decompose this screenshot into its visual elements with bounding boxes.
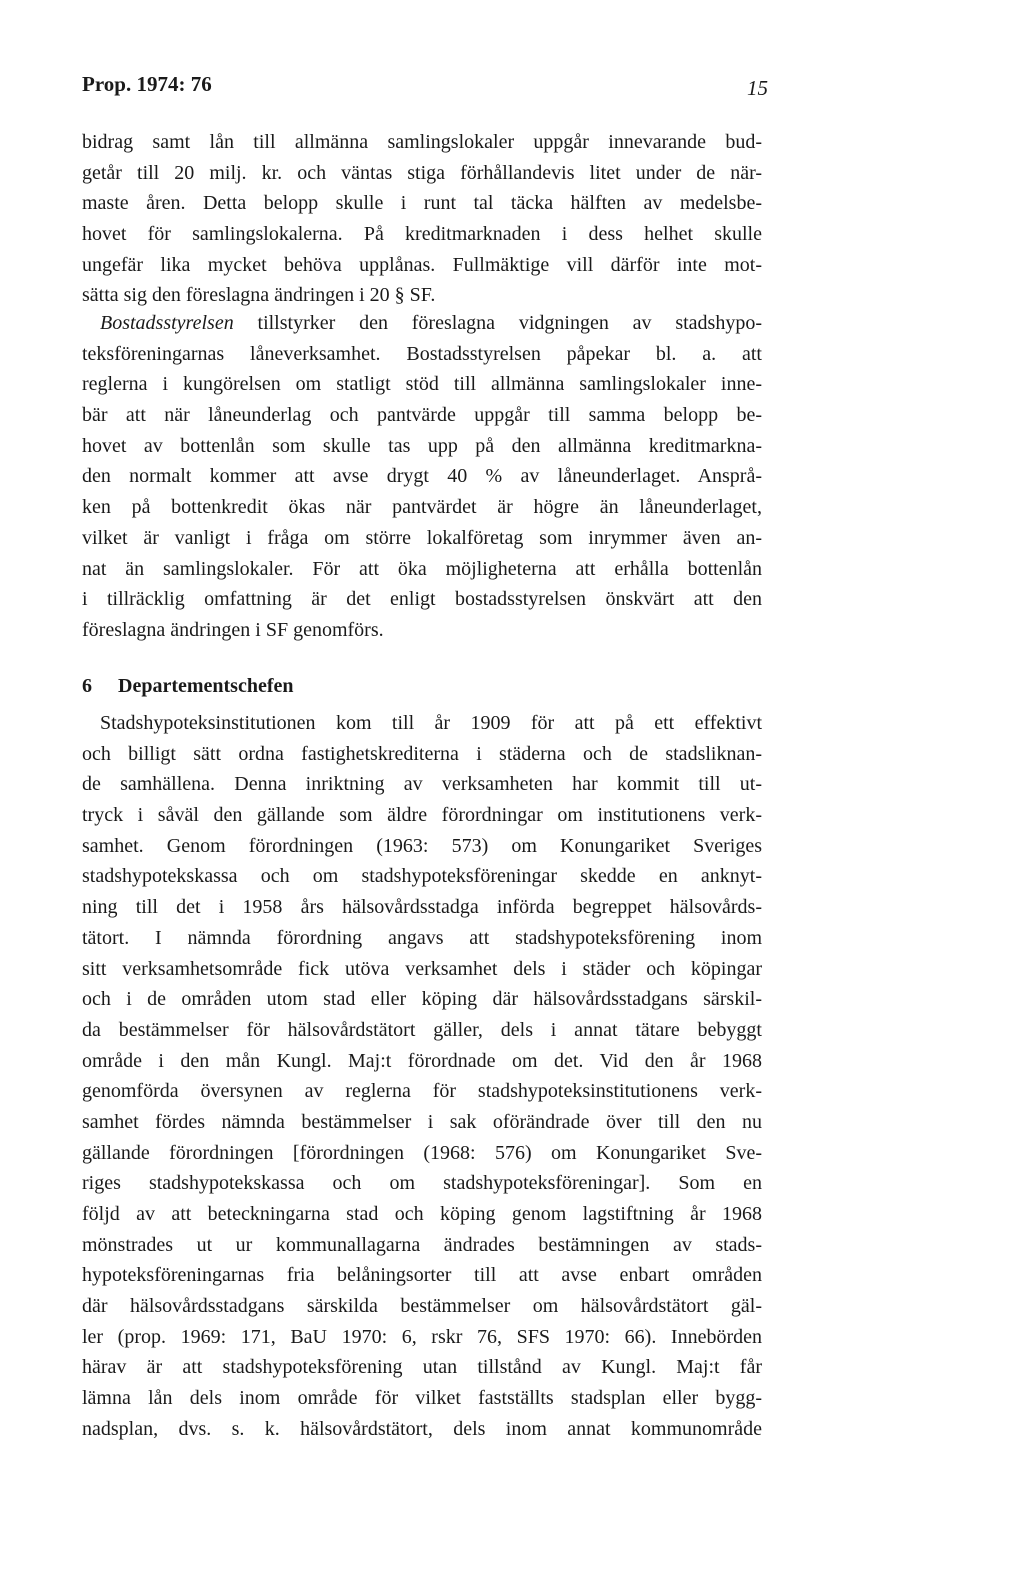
text-line: område i den mån Kungl. Maj:t förordnade om det. Vid den år 1968 — [82, 1049, 762, 1072]
text-line: nat än samlingslokaler. För att öka möjligheterna att erhålla bottenlån — [82, 557, 762, 580]
text-line: nadsplan, dvs. s. k. hälsovårdstätort, dels inom annat kommunområde — [82, 1417, 762, 1440]
text-line: tätort. I nämnda förordning angavs att stadshypoteksförening inom — [82, 926, 762, 949]
text-line: stadshypotekskassa och om stadshypoteksföreningar skedde en anknyt- — [82, 865, 762, 888]
text-line: den normalt kommer att avse drygt 40 % av låneunderlaget. Ansprå- — [82, 465, 762, 488]
text-line: getår till 20 milj. kr. och väntas stiga förhållandevis litet under de när- — [82, 161, 762, 184]
text-line: hovet av bottenlån som skulle tas upp på den allmänna kreditmarkna- — [82, 434, 762, 457]
text-line: sätta sig den föreslagna ändringen i 20 § SF. — [82, 284, 436, 307]
text-line: mönstrades ut ur kommunallagarna ändrades bestämningen av stads- — [82, 1233, 762, 1256]
publication-reference: Prop. 1974: 76 — [82, 72, 212, 96]
text-line: och billigt sätt ordna fastighetskrediterna i städerna och de stadsliknan- — [82, 742, 762, 765]
text-line: tryck i såväl den gällande som äldre förordningar om institutionens verk- — [82, 804, 762, 827]
paragraph-fullmaktige — [82, 127, 762, 311]
text-line: i tillräcklig omfattning är det enligt bostadsstyrelsen önskvärt att den — [82, 588, 762, 611]
text-line: gällande förordningen [förordningen (1968: 576) om Konungariket Sve- — [82, 1141, 762, 1164]
text-line: bidrag samt lån till allmänna samlingslokaler uppgår innevarande bud- — [82, 131, 762, 153]
page-header — [82, 72, 768, 106]
text-line: där hälsovårdsstadgans särskilda bestämmelser om hälsovårdstätort gäl- — [82, 1295, 762, 1318]
text-line: vilket är vanligt i fråga om större lokalföretag som inrymmer även an- — [82, 526, 762, 549]
text-line: hovet för samlingslokalerna. På kreditmarknaden i dess helhet skulle — [82, 223, 762, 246]
text-line-first: Stadshypoteksinstitutionen kom till år 1909 för att på ett effektivt — [100, 712, 762, 734]
section-title: Departementschefen — [118, 675, 294, 697]
text-line: teksföreningarnas låneverksamhet. Bostadsstyrelsen påpekar bl. a. att — [82, 342, 762, 365]
text-line: följd av att beteckningarna stad och köping genom lagstiftning år 1968 — [82, 1203, 762, 1225]
text-line: ken på bottenkredit ökas när pantvärdet är högre än låneunderlaget, — [82, 496, 762, 519]
paragraph-departementschefen — [82, 708, 762, 1445]
text-fragment: tillstyrker den föreslagna vidgningen av stadshypo- — [233, 312, 762, 334]
text-line: genomförda översynen av reglerna för stadshypoteksinstitutionens verk- — [82, 1080, 762, 1103]
paragraph-bostadsstyrelsen — [82, 308, 762, 646]
page-number: 15 — [747, 76, 768, 100]
text-line: ungefär lika mycket behöva upplånas. Fullmäktige vill därför inte mot- — [82, 253, 762, 276]
text-line: ning till det i 1958 års hälsovårdsstadga införda begreppet hälsovårds- — [82, 896, 762, 919]
text-line: hypoteksföreningarnas fria belåningsorter till att avse enbart områden — [82, 1264, 762, 1287]
text-line: riges stadshypotekskassa och om stadshypoteksföreningar]. Som en — [82, 1172, 762, 1195]
text-line: lämna lån dels inom område för vilket fastställts stadsplan eller bygg- — [82, 1387, 762, 1410]
text-line: sitt verksamhetsområde fick utöva verksamhet dels i städer och köpingar — [82, 957, 762, 980]
text-line: föreslagna ändringen i SF genomförs. — [82, 618, 384, 641]
text-line: och i de områden utom stad eller köping där hälsovårdsstadgans särskil- — [82, 988, 762, 1011]
text-line: da bestämmelser för hälsovårdstätort gäller, dels i annat tätare bebyggt — [82, 1018, 762, 1041]
text-line: reglerna i kungörelsen om statligt stöd till allmänna samlingslokaler inne- — [82, 373, 762, 396]
text-line-first — [82, 308, 762, 339]
text-line: de samhällena. Denna inriktning av verksamheten har kommit till ut- — [82, 773, 762, 796]
organization-name: Bostadsstyrelsen — [100, 312, 234, 334]
text-line: samhet fördes nämnda bestämmelser i sak oförändrade över till den nu — [82, 1110, 762, 1133]
section-heading — [82, 675, 294, 698]
section-number: 6 — [82, 675, 92, 697]
text-line: maste åren. Detta belopp skulle i runt tal täcka hälften av medelsbe- — [82, 192, 762, 215]
text-line: härav är att stadshypoteksförening utan tillstånd av Kungl. Maj:t får — [82, 1356, 762, 1379]
text-line: samhet. Genom förordningen (1963: 573) om Konungariket Sveriges — [82, 834, 762, 857]
text-line: ler (prop. 1969: 171, BaU 1970: 6, rskr 76, SFS 1970: 66). Innebörden — [82, 1325, 762, 1348]
text-line: bär att när låneunderlag och pantvärde uppgår till samma belopp be- — [82, 404, 762, 427]
